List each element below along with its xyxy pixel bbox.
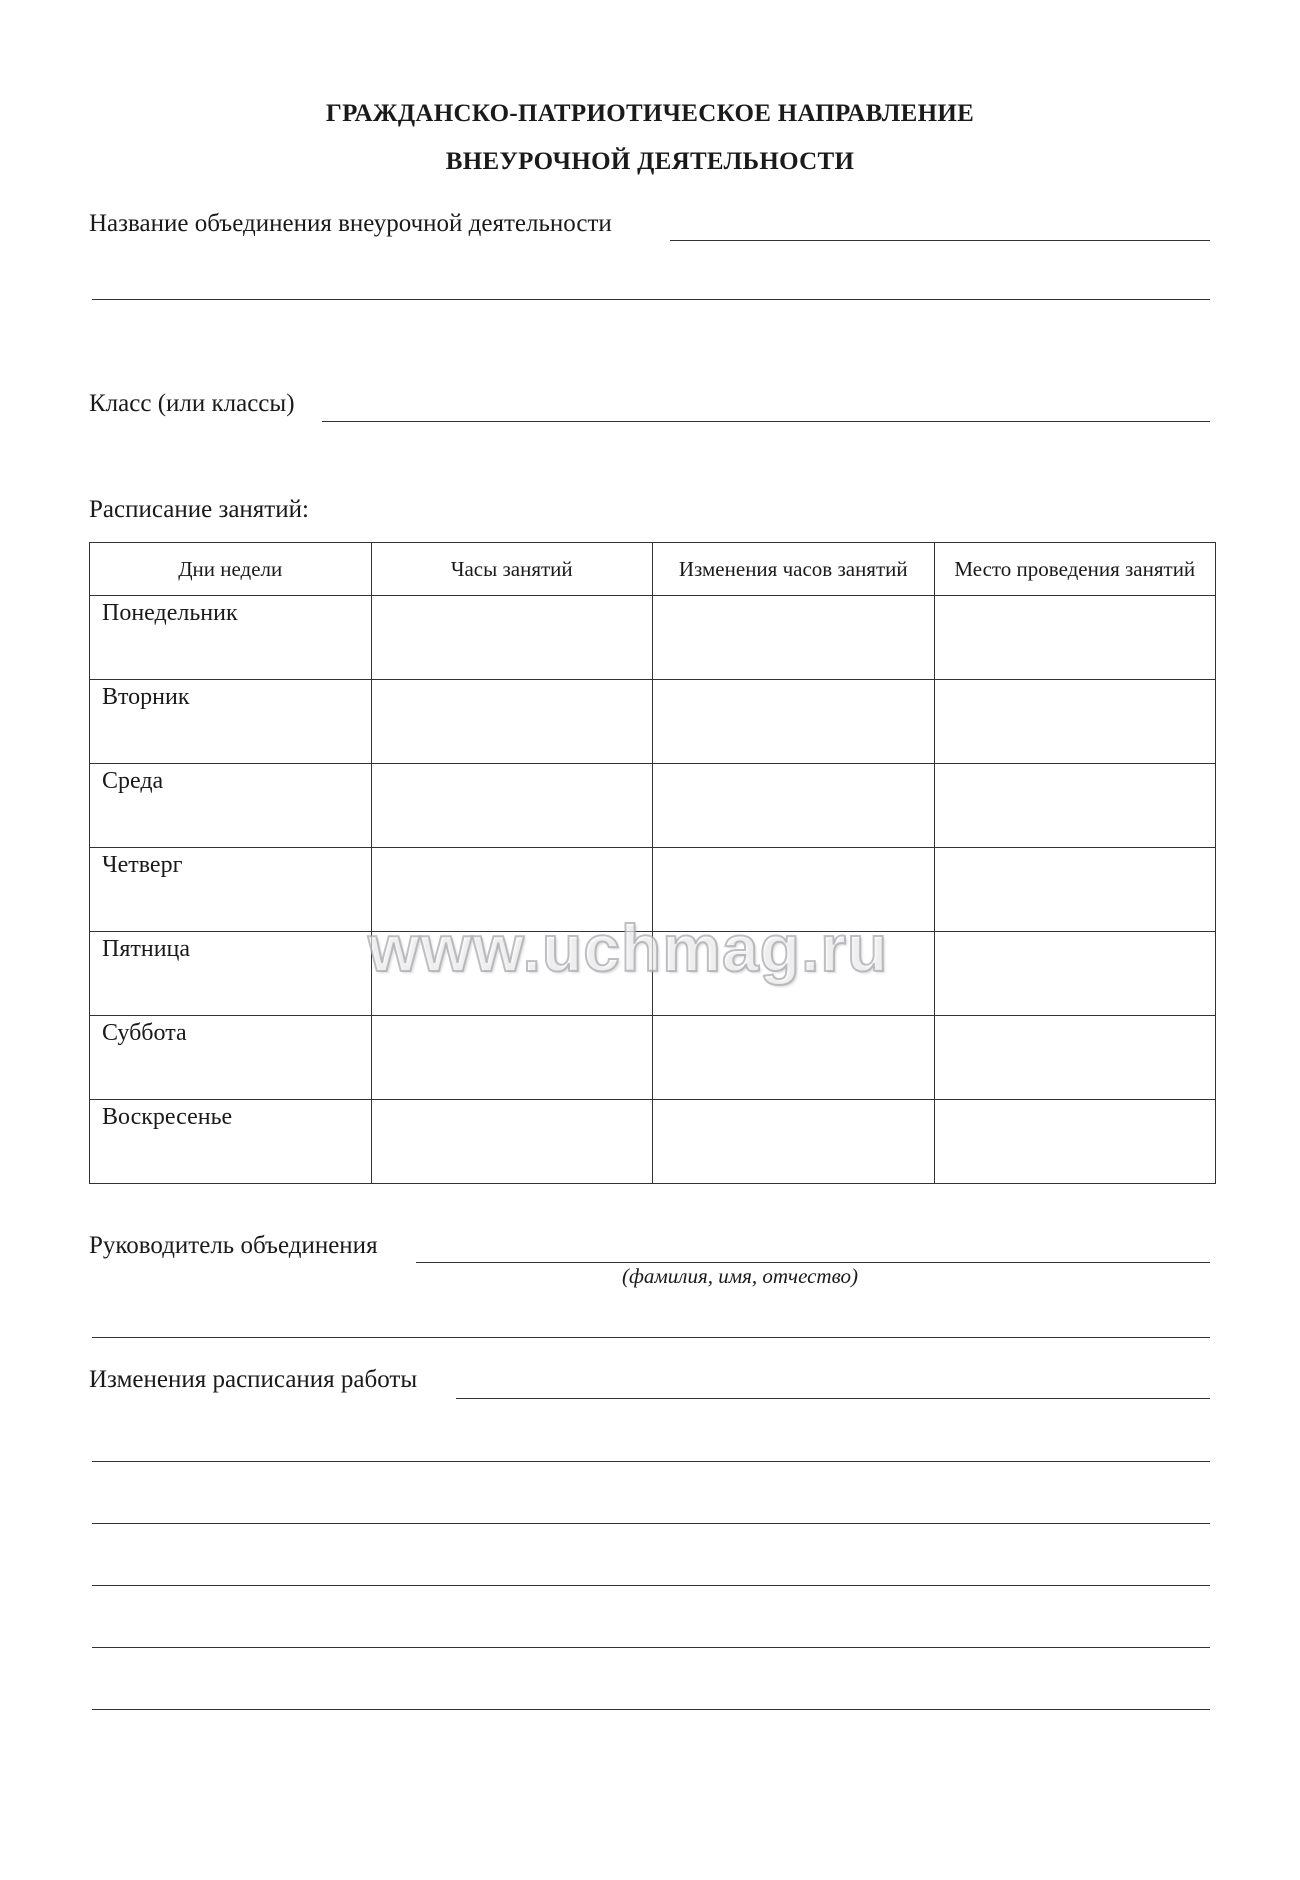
hours-cell[interactable]: [371, 1100, 653, 1184]
schedule-label: Расписание занятий:: [89, 496, 309, 523]
schedule-header-row: [90, 543, 1216, 596]
leader-field[interactable]: [416, 1262, 1210, 1263]
location-cell[interactable]: [934, 848, 1216, 932]
association-name-label: Название объединения внеурочной деятельности: [89, 210, 612, 237]
hours-cell[interactable]: [371, 932, 653, 1016]
hours-cell[interactable]: [371, 1016, 653, 1100]
day-cell-saturday: Суббота: [90, 1016, 372, 1100]
header-days-of-week: Дни недели: [90, 543, 372, 596]
leader-label: Руководитель объединения: [89, 1232, 378, 1259]
page-title-line2: ВНЕУРОЧНОЙ ДЕЯТЕЛЬНОСТИ: [445, 148, 855, 175]
hours-cell[interactable]: [371, 680, 653, 764]
location-cell[interactable]: [934, 680, 1216, 764]
leader-field-continuation[interactable]: [92, 1337, 1210, 1338]
location-cell[interactable]: [934, 1016, 1216, 1100]
location-cell[interactable]: [934, 764, 1216, 848]
changes-cell[interactable]: [653, 848, 935, 932]
class-label: Класс (или классы): [89, 390, 295, 417]
header-class-hours: Часы занятий: [371, 543, 653, 596]
schedule-changes-line[interactable]: [92, 1523, 1210, 1524]
page-title-line1: ГРАЖДАНСКО-ПАТРИОТИЧЕСКОЕ НАПРАВЛЕНИЕ: [325, 100, 975, 127]
header-location: Место проведения занятий: [934, 543, 1216, 596]
table-row: [90, 1016, 1216, 1100]
table-row: [90, 680, 1216, 764]
association-name-field[interactable]: [670, 240, 1210, 241]
schedule-changes-field[interactable]: [456, 1398, 1210, 1399]
day-cell-sunday: Воскресенье: [90, 1100, 372, 1184]
changes-cell[interactable]: [653, 596, 935, 680]
changes-cell[interactable]: [653, 932, 935, 1016]
day-cell-wednesday: Среда: [90, 764, 372, 848]
table-row: [90, 932, 1216, 1016]
table-row: [90, 596, 1216, 680]
schedule-changes-line[interactable]: [92, 1585, 1210, 1586]
schedule-changes-label: Изменения расписания работы: [89, 1366, 418, 1393]
table-row: [90, 1100, 1216, 1184]
day-cell-tuesday: Вторник: [90, 680, 372, 764]
leader-hint: (фамилия, имя, отчество): [622, 1264, 858, 1288]
changes-cell[interactable]: [653, 680, 935, 764]
changes-cell[interactable]: [653, 764, 935, 848]
schedule-changes-line[interactable]: [92, 1709, 1210, 1710]
schedule-changes-line[interactable]: [92, 1461, 1210, 1462]
day-cell-thursday: Четверг: [90, 848, 372, 932]
class-field[interactable]: [322, 421, 1210, 422]
changes-cell[interactable]: [653, 1016, 935, 1100]
day-cell-friday: Пятница: [90, 932, 372, 1016]
location-cell[interactable]: [934, 1100, 1216, 1184]
location-cell[interactable]: [934, 596, 1216, 680]
watermark-text: www.uchmag.ru: [368, 911, 889, 985]
schedule-table: [89, 542, 1216, 1184]
schedule-changes-line[interactable]: [92, 1647, 1210, 1648]
hours-cell[interactable]: [371, 764, 653, 848]
header-hours-changes: Изменения часов занятий: [653, 543, 935, 596]
location-cell[interactable]: [934, 932, 1216, 1016]
day-cell-monday: Понедельник: [90, 596, 372, 680]
association-name-field-continuation[interactable]: [92, 299, 1210, 300]
hours-cell[interactable]: [371, 848, 653, 932]
changes-cell[interactable]: [653, 1100, 935, 1184]
table-row: [90, 764, 1216, 848]
table-row: [90, 848, 1216, 932]
hours-cell[interactable]: [371, 596, 653, 680]
